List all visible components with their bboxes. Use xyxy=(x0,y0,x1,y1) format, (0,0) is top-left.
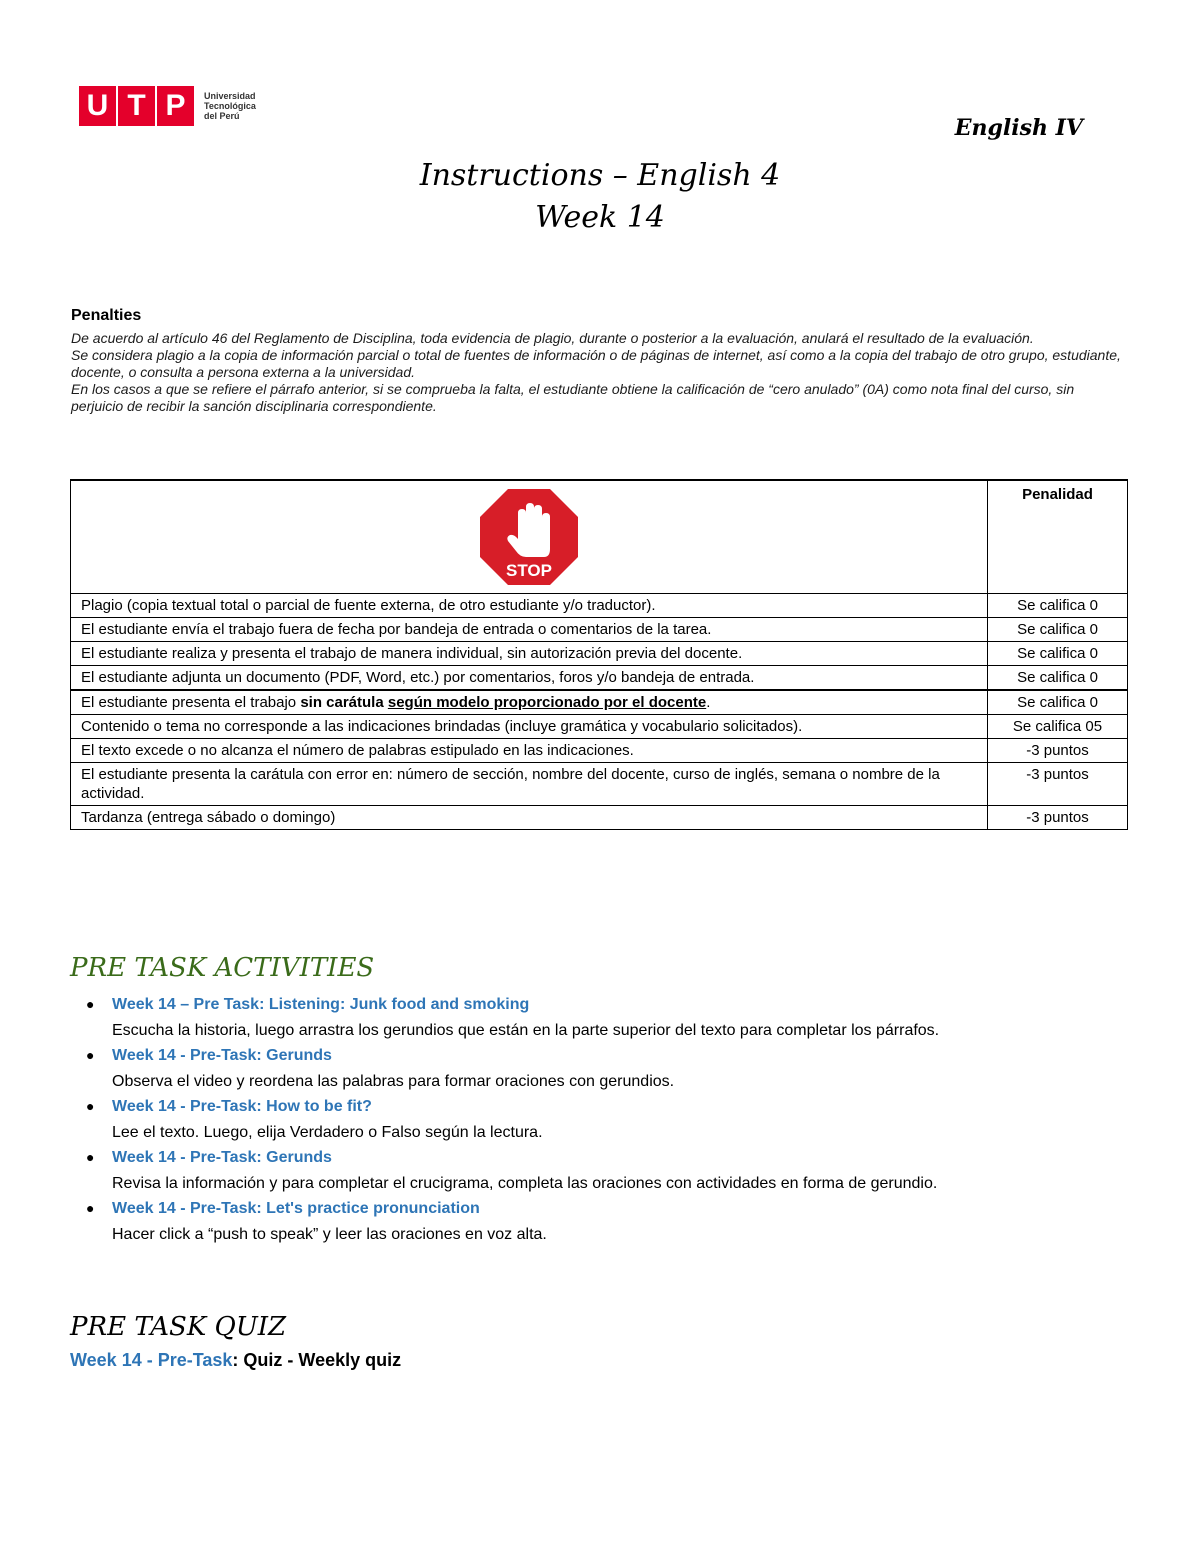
list-item xyxy=(86,1094,1162,1145)
penalties-text xyxy=(71,330,1121,415)
bullet-icon: ● xyxy=(86,996,95,1012)
utp-logo xyxy=(79,86,256,126)
row-value: -3 puntos xyxy=(988,763,1128,806)
quiz-heading: PRE TASK QUIZ xyxy=(70,1312,287,1342)
logo-mark xyxy=(79,86,196,126)
activity-description: Lee el texto. Luego, elija Verdadero o Falso según la lectura. xyxy=(112,1123,543,1141)
table-row xyxy=(71,763,1128,806)
row-value: -3 puntos xyxy=(988,806,1128,830)
bullet-icon: ● xyxy=(86,1200,95,1216)
table-row xyxy=(71,690,1128,715)
list-item xyxy=(86,1196,1162,1247)
course-label: English IV xyxy=(954,115,1083,141)
list-item xyxy=(86,1145,1162,1196)
bullet-icon: ● xyxy=(86,1098,95,1114)
row-text: Contenido o tema no corresponde a las indicaciones brindadas (incluye gramática y vocabulario solicitados). xyxy=(71,715,988,739)
activity-description: Hacer click a “push to speak” y leer las oraciones en voz alta. xyxy=(112,1225,547,1243)
activity-description: Escucha la historia, luego arrastra los gerundios que están en la parte superior del texto para completar los párrafos. xyxy=(112,1021,940,1039)
row-text: El estudiante adjunta un documento (PDF, Word, etc.) por comentarios, foros y/o bandeja de entrada. xyxy=(71,666,988,691)
row-text: El estudiante presenta la carátula con error en: número de sección, nombre del docente, curso de inglés, semana o nombre de la actividad. xyxy=(71,763,988,806)
row-value: Se califica 0 xyxy=(988,642,1128,666)
row-value: Se califica 05 xyxy=(988,715,1128,739)
stop-cell xyxy=(71,480,988,594)
bullet-icon: ● xyxy=(86,1047,95,1063)
row-value: Se califica 0 xyxy=(988,666,1128,691)
row-value: Se califica 0 xyxy=(988,594,1128,618)
quiz-link[interactable]: Week 14 - Pre-Task xyxy=(70,1350,233,1370)
row-text: Tardanza (entrega sábado o domingo) xyxy=(71,806,988,830)
bullet-icon: ● xyxy=(86,1149,95,1165)
page-subtitle: Week 14 xyxy=(535,200,665,235)
list-item xyxy=(86,992,1162,1043)
penalties-table xyxy=(70,479,1128,830)
activity-link[interactable]: Week 14 - Pre-Task: Gerunds xyxy=(112,1149,332,1166)
row-text: Plagio (copia textual total o parcial de fuente externa, de otro estudiante y/o traductor). xyxy=(71,594,988,618)
logo-letter-t: T xyxy=(118,86,155,126)
pre-task-heading: PRE TASK ACTIVITIES xyxy=(70,953,375,983)
penalties-paragraph: De acuerdo al artículo 46 del Reglamento de Disciplina, toda evidencia de plagio, durante o posterior a la evaluación, anulará el resultado de la evaluación. xyxy=(71,330,1034,346)
penalties-paragraph: En los casos a que se refiere el párrafo anterior, si se comprueba la falta, el estudiante obtiene la calificación de “cero anulado” (0A) como nota final del curso, sin perjuicio de recibir la sanción disciplinaria correspondiente. xyxy=(71,381,1075,414)
row-text: El estudiante realiza y presenta el trabajo de manera individual, sin autorización previa del docente. xyxy=(71,642,988,666)
activity-link[interactable]: Week 14 – Pre Task: Listening: Junk food and smoking xyxy=(112,996,530,1013)
logo-letter-u: U xyxy=(79,86,116,126)
pre-task-list xyxy=(86,992,1162,1247)
penalty-header: Penalidad xyxy=(988,480,1128,594)
quiz-label: : Quiz - Weekly quiz xyxy=(232,1350,402,1370)
stop-sign-text: STOP xyxy=(506,561,552,580)
row-value: Se califica 0 xyxy=(988,690,1128,715)
stop-sign-icon xyxy=(474,483,584,591)
activity-link[interactable]: Week 14 - Pre-Task: Gerunds xyxy=(112,1047,332,1064)
row-text: El estudiante presenta el trabajo sin carátula según modelo proporcionado por el docente. xyxy=(71,690,988,715)
table-row xyxy=(71,715,1128,739)
row-value: Se califica 0 xyxy=(988,618,1128,642)
activity-link[interactable]: Week 14 - Pre-Task: How to be fit? xyxy=(112,1098,372,1115)
activity-description: Revisa la información y para completar el crucigrama, completa las oraciones con actividades en forma de gerundio. xyxy=(112,1174,938,1192)
list-item xyxy=(86,1043,1162,1094)
row-text: El estudiante envía el trabajo fuera de fecha por bandeja de entrada o comentarios de la tarea. xyxy=(71,618,988,642)
logo-text: Universidad Tecnológica del Perú xyxy=(204,91,256,121)
table-row xyxy=(71,594,1128,618)
table-row xyxy=(71,739,1128,763)
activity-description: Observa el video y reordena las palabras para formar oraciones con gerundios. xyxy=(112,1072,675,1090)
quiz-line xyxy=(70,1350,401,1371)
table-row xyxy=(71,806,1128,830)
activity-link[interactable]: Week 14 - Pre-Task: Let's practice pronunciation xyxy=(112,1200,480,1217)
table-row xyxy=(71,618,1128,642)
page-title: Instructions – English 4 xyxy=(419,158,781,193)
table-row xyxy=(71,666,1128,691)
table-header-row xyxy=(71,480,1128,594)
table-row xyxy=(71,642,1128,666)
row-value: -3 puntos xyxy=(988,739,1128,763)
logo-letter-p: P xyxy=(157,86,194,126)
penalties-paragraph: Se considera plagio a la copia de información parcial o total de fuentes de información o de páginas de internet, así como a la copia del trabajo de otro grupo, estudiante, docente, o consulta a persona externa a la universidad. xyxy=(71,347,1121,380)
penalties-heading: Penalties xyxy=(71,307,142,324)
row-text: El texto excede o no alcanza el número de palabras estipulado en las indicaciones. xyxy=(71,739,988,763)
